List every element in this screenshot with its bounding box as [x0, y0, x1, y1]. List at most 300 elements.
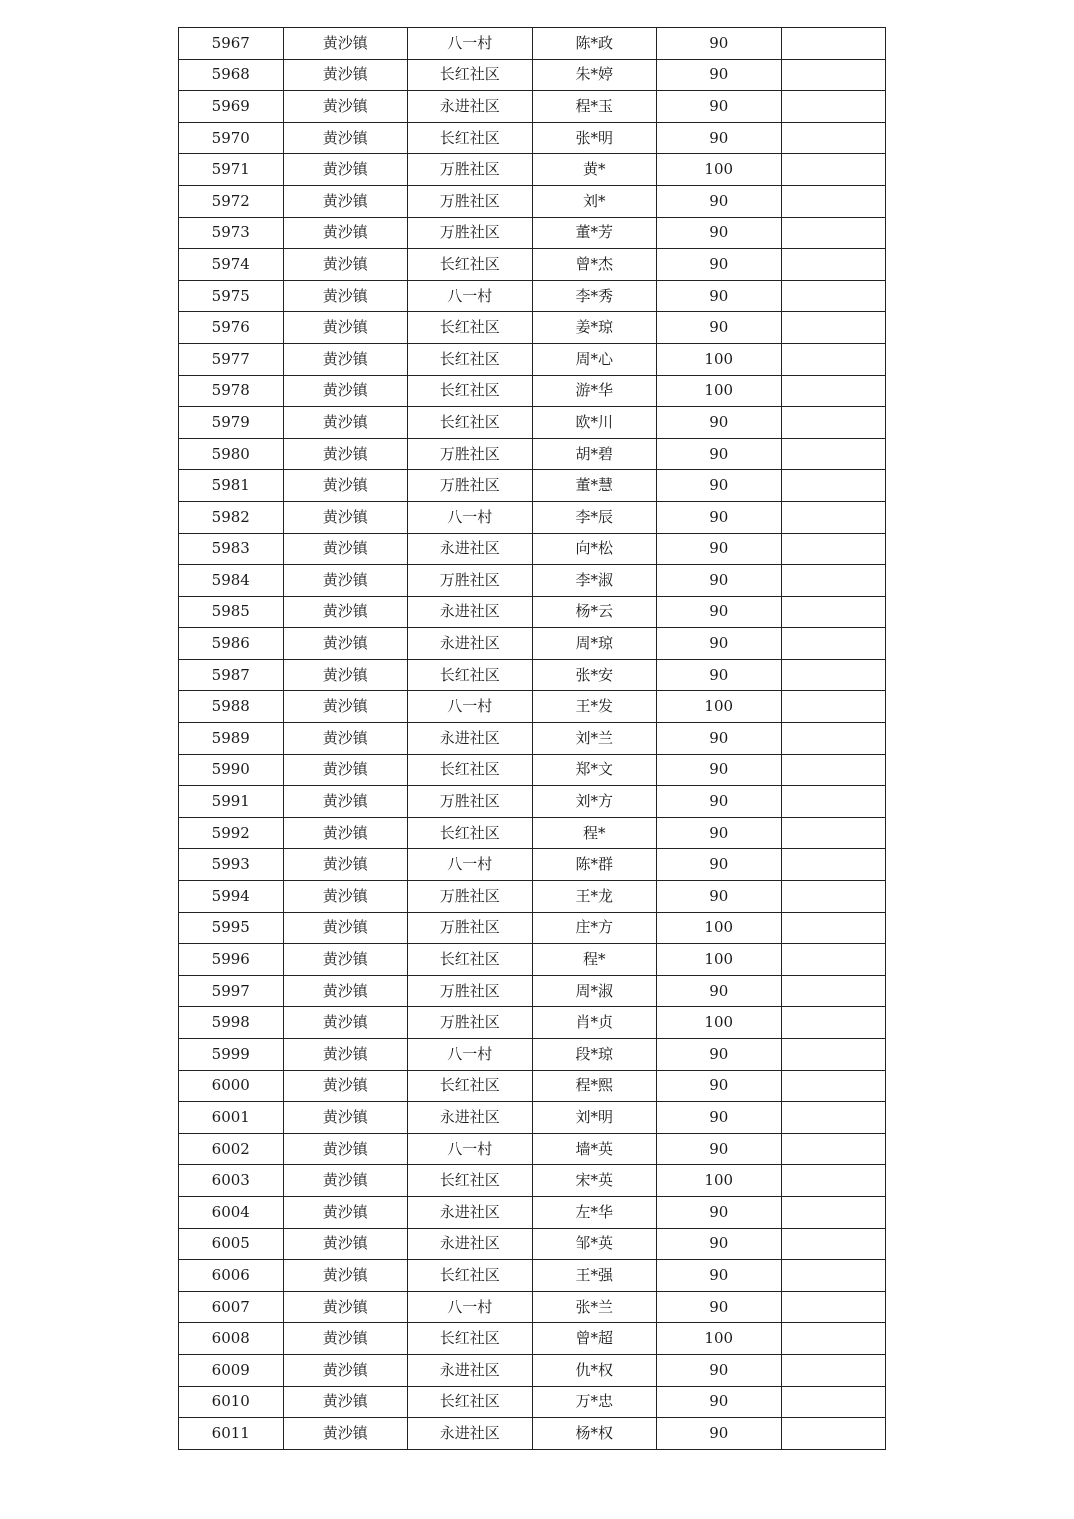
table-row	[179, 375, 886, 407]
remark-cell	[781, 1039, 886, 1071]
remark-cell	[781, 1323, 886, 1355]
serial-number-cell: 5973	[179, 217, 284, 249]
town-cell: 黄沙镇	[283, 1133, 408, 1165]
table-row	[179, 1102, 886, 1134]
amount-cell: 90	[657, 1354, 782, 1386]
village-cell: 长红社区	[408, 343, 533, 375]
serial-number-cell: 5989	[179, 723, 284, 755]
town-cell: 黄沙镇	[283, 343, 408, 375]
name-cell: 程*熙	[532, 1070, 657, 1102]
table-row	[179, 1418, 886, 1450]
table-row	[179, 249, 886, 281]
table-row	[179, 407, 886, 439]
village-cell: 永进社区	[408, 91, 533, 123]
table-row	[179, 91, 886, 123]
remark-cell	[781, 723, 886, 755]
town-cell: 黄沙镇	[283, 501, 408, 533]
town-cell: 黄沙镇	[283, 912, 408, 944]
amount-cell: 90	[657, 565, 782, 597]
table-row	[179, 1070, 886, 1102]
town-cell: 黄沙镇	[283, 659, 408, 691]
remark-cell	[781, 849, 886, 881]
serial-number-cell: 6001	[179, 1102, 284, 1134]
amount-cell: 90	[657, 91, 782, 123]
remark-cell	[781, 154, 886, 186]
table-row	[179, 28, 886, 60]
serial-number-cell: 6003	[179, 1165, 284, 1197]
amount-cell: 90	[657, 438, 782, 470]
name-cell: 周*淑	[532, 975, 657, 1007]
amount-cell: 90	[657, 407, 782, 439]
town-cell: 黄沙镇	[283, 1386, 408, 1418]
village-cell: 长红社区	[408, 59, 533, 91]
village-cell: 万胜社区	[408, 438, 533, 470]
remark-cell	[781, 407, 886, 439]
table-body	[179, 28, 886, 1450]
serial-number-cell: 5984	[179, 565, 284, 597]
name-cell: 陈*政	[532, 28, 657, 60]
amount-cell: 90	[657, 786, 782, 818]
name-cell: 黄*	[532, 154, 657, 186]
amount-cell: 90	[657, 185, 782, 217]
table-row	[179, 754, 886, 786]
table-row	[179, 217, 886, 249]
serial-number-cell: 5974	[179, 249, 284, 281]
village-cell: 长红社区	[408, 375, 533, 407]
name-cell: 曾*杰	[532, 249, 657, 281]
town-cell: 黄沙镇	[283, 1070, 408, 1102]
town-cell: 黄沙镇	[283, 565, 408, 597]
name-cell: 仇*权	[532, 1354, 657, 1386]
serial-number-cell: 6011	[179, 1418, 284, 1450]
remark-cell	[781, 501, 886, 533]
village-cell: 长红社区	[408, 817, 533, 849]
amount-cell: 90	[657, 659, 782, 691]
village-cell: 长红社区	[408, 1260, 533, 1292]
remark-cell	[781, 28, 886, 60]
serial-number-cell: 6005	[179, 1228, 284, 1260]
village-cell: 八一村	[408, 1291, 533, 1323]
remark-cell	[781, 1133, 886, 1165]
table-row	[179, 849, 886, 881]
serial-number-cell: 5972	[179, 185, 284, 217]
town-cell: 黄沙镇	[283, 754, 408, 786]
table-row	[179, 596, 886, 628]
serial-number-cell: 5987	[179, 659, 284, 691]
table-row	[179, 343, 886, 375]
town-cell: 黄沙镇	[283, 975, 408, 1007]
table-row	[179, 1386, 886, 1418]
amount-cell: 90	[657, 596, 782, 628]
amount-cell: 90	[657, 533, 782, 565]
village-cell: 长红社区	[408, 122, 533, 154]
remark-cell	[781, 375, 886, 407]
remark-cell	[781, 59, 886, 91]
village-cell: 长红社区	[408, 312, 533, 344]
town-cell: 黄沙镇	[283, 596, 408, 628]
town-cell: 黄沙镇	[283, 28, 408, 60]
name-cell: 程*	[532, 817, 657, 849]
remark-cell	[781, 817, 886, 849]
serial-number-cell: 5980	[179, 438, 284, 470]
village-cell: 永进社区	[408, 596, 533, 628]
town-cell: 黄沙镇	[283, 1039, 408, 1071]
village-cell: 万胜社区	[408, 881, 533, 913]
table-row	[179, 786, 886, 818]
data-table	[178, 27, 886, 1450]
amount-cell: 100	[657, 912, 782, 944]
town-cell: 黄沙镇	[283, 312, 408, 344]
town-cell: 黄沙镇	[283, 691, 408, 723]
amount-cell: 100	[657, 1165, 782, 1197]
serial-number-cell: 6002	[179, 1133, 284, 1165]
amount-cell: 90	[657, 501, 782, 533]
remark-cell	[781, 1291, 886, 1323]
town-cell: 黄沙镇	[283, 1228, 408, 1260]
town-cell: 黄沙镇	[283, 185, 408, 217]
amount-cell: 90	[657, 975, 782, 1007]
remark-cell	[781, 1102, 886, 1134]
amount-cell: 90	[657, 217, 782, 249]
village-cell: 八一村	[408, 1039, 533, 1071]
village-cell: 长红社区	[408, 944, 533, 976]
village-cell: 万胜社区	[408, 185, 533, 217]
remark-cell	[781, 343, 886, 375]
table-row	[179, 1196, 886, 1228]
name-cell: 肖*贞	[532, 1007, 657, 1039]
name-cell: 杨*权	[532, 1418, 657, 1450]
amount-cell: 90	[657, 723, 782, 755]
name-cell: 庄*方	[532, 912, 657, 944]
amount-cell: 90	[657, 817, 782, 849]
name-cell: 段*琼	[532, 1039, 657, 1071]
name-cell: 刘*兰	[532, 723, 657, 755]
remark-cell	[781, 628, 886, 660]
village-cell: 永进社区	[408, 533, 533, 565]
amount-cell: 90	[657, 1291, 782, 1323]
serial-number-cell: 5992	[179, 817, 284, 849]
name-cell: 董*芳	[532, 217, 657, 249]
town-cell: 黄沙镇	[283, 1007, 408, 1039]
serial-number-cell: 5981	[179, 470, 284, 502]
village-cell: 八一村	[408, 28, 533, 60]
table-row	[179, 1133, 886, 1165]
table-row	[179, 1291, 886, 1323]
remark-cell	[781, 975, 886, 1007]
village-cell: 万胜社区	[408, 565, 533, 597]
town-cell: 黄沙镇	[283, 628, 408, 660]
table-row	[179, 533, 886, 565]
table-row	[179, 438, 886, 470]
village-cell: 长红社区	[408, 1386, 533, 1418]
village-cell: 长红社区	[408, 407, 533, 439]
name-cell: 李*淑	[532, 565, 657, 597]
amount-cell: 90	[657, 1196, 782, 1228]
remark-cell	[781, 91, 886, 123]
amount-cell: 100	[657, 944, 782, 976]
village-cell: 永进社区	[408, 1354, 533, 1386]
town-cell: 黄沙镇	[283, 881, 408, 913]
amount-cell: 90	[657, 754, 782, 786]
town-cell: 黄沙镇	[283, 154, 408, 186]
serial-number-cell: 5991	[179, 786, 284, 818]
remark-cell	[781, 470, 886, 502]
serial-number-cell: 5996	[179, 944, 284, 976]
name-cell: 周*琼	[532, 628, 657, 660]
name-cell: 董*慧	[532, 470, 657, 502]
serial-number-cell: 5971	[179, 154, 284, 186]
remark-cell	[781, 565, 886, 597]
name-cell: 王*龙	[532, 881, 657, 913]
table-row	[179, 312, 886, 344]
village-cell: 永进社区	[408, 1196, 533, 1228]
table-row	[179, 1165, 886, 1197]
amount-cell: 90	[657, 280, 782, 312]
serial-number-cell: 6004	[179, 1196, 284, 1228]
name-cell: 游*华	[532, 375, 657, 407]
serial-number-cell: 5986	[179, 628, 284, 660]
table-row	[179, 280, 886, 312]
village-cell: 永进社区	[408, 723, 533, 755]
remark-cell	[781, 912, 886, 944]
amount-cell: 90	[657, 628, 782, 660]
remark-cell	[781, 1260, 886, 1292]
village-cell: 万胜社区	[408, 1007, 533, 1039]
serial-number-cell: 5994	[179, 881, 284, 913]
name-cell: 向*松	[532, 533, 657, 565]
village-cell: 万胜社区	[408, 154, 533, 186]
serial-number-cell: 5967	[179, 28, 284, 60]
amount-cell: 100	[657, 1323, 782, 1355]
village-cell: 长红社区	[408, 754, 533, 786]
serial-number-cell: 5969	[179, 91, 284, 123]
village-cell: 万胜社区	[408, 470, 533, 502]
table-row	[179, 723, 886, 755]
remark-cell	[781, 122, 886, 154]
serial-number-cell: 6007	[179, 1291, 284, 1323]
village-cell: 八一村	[408, 691, 533, 723]
village-cell: 八一村	[408, 1133, 533, 1165]
amount-cell: 90	[657, 1260, 782, 1292]
town-cell: 黄沙镇	[283, 1323, 408, 1355]
town-cell: 黄沙镇	[283, 849, 408, 881]
amount-cell: 90	[657, 849, 782, 881]
amount-cell: 90	[657, 249, 782, 281]
serial-number-cell: 5988	[179, 691, 284, 723]
town-cell: 黄沙镇	[283, 217, 408, 249]
remark-cell	[781, 1386, 886, 1418]
amount-cell: 90	[657, 122, 782, 154]
amount-cell: 100	[657, 375, 782, 407]
name-cell: 李*秀	[532, 280, 657, 312]
table-row	[179, 501, 886, 533]
village-cell: 长红社区	[408, 249, 533, 281]
village-cell: 长红社区	[408, 1323, 533, 1355]
amount-cell: 90	[657, 312, 782, 344]
amount-cell: 90	[657, 1070, 782, 1102]
village-cell: 八一村	[408, 849, 533, 881]
serial-number-cell: 5993	[179, 849, 284, 881]
village-cell: 长红社区	[408, 1070, 533, 1102]
amount-cell: 90	[657, 470, 782, 502]
remark-cell	[781, 754, 886, 786]
name-cell: 周*心	[532, 343, 657, 375]
name-cell: 胡*碧	[532, 438, 657, 470]
amount-cell: 100	[657, 1007, 782, 1039]
amount-cell: 90	[657, 59, 782, 91]
remark-cell	[781, 1418, 886, 1450]
town-cell: 黄沙镇	[283, 1354, 408, 1386]
table-row	[179, 944, 886, 976]
table-row	[179, 691, 886, 723]
town-cell: 黄沙镇	[283, 1196, 408, 1228]
town-cell: 黄沙镇	[283, 407, 408, 439]
remark-cell	[781, 280, 886, 312]
remark-cell	[781, 596, 886, 628]
serial-number-cell: 6009	[179, 1354, 284, 1386]
village-cell: 万胜社区	[408, 217, 533, 249]
village-cell: 万胜社区	[408, 975, 533, 1007]
name-cell: 程*玉	[532, 91, 657, 123]
town-cell: 黄沙镇	[283, 122, 408, 154]
name-cell: 曾*超	[532, 1323, 657, 1355]
table-row	[179, 1007, 886, 1039]
table-row	[179, 565, 886, 597]
village-cell: 永进社区	[408, 1418, 533, 1450]
table-row	[179, 1039, 886, 1071]
serial-number-cell: 5982	[179, 501, 284, 533]
village-cell: 永进社区	[408, 628, 533, 660]
serial-number-cell: 6008	[179, 1323, 284, 1355]
serial-number-cell: 5968	[179, 59, 284, 91]
town-cell: 黄沙镇	[283, 438, 408, 470]
name-cell: 刘*	[532, 185, 657, 217]
remark-cell	[781, 659, 886, 691]
town-cell: 黄沙镇	[283, 723, 408, 755]
serial-number-cell: 5977	[179, 343, 284, 375]
table-row	[179, 1228, 886, 1260]
remark-cell	[781, 881, 886, 913]
village-cell: 永进社区	[408, 1228, 533, 1260]
amount-cell: 90	[657, 1228, 782, 1260]
amount-cell: 100	[657, 154, 782, 186]
name-cell: 刘*明	[532, 1102, 657, 1134]
amount-cell: 90	[657, 881, 782, 913]
amount-cell: 90	[657, 1133, 782, 1165]
name-cell: 刘*方	[532, 786, 657, 818]
serial-number-cell: 5976	[179, 312, 284, 344]
table-row	[179, 975, 886, 1007]
town-cell: 黄沙镇	[283, 533, 408, 565]
remark-cell	[781, 185, 886, 217]
name-cell: 左*华	[532, 1196, 657, 1228]
town-cell: 黄沙镇	[283, 375, 408, 407]
table-row	[179, 1354, 886, 1386]
name-cell: 陈*群	[532, 849, 657, 881]
table-row	[179, 659, 886, 691]
table-row	[179, 185, 886, 217]
name-cell: 姜*琼	[532, 312, 657, 344]
name-cell: 邹*英	[532, 1228, 657, 1260]
remark-cell	[781, 1354, 886, 1386]
remark-cell	[781, 438, 886, 470]
village-cell: 长红社区	[408, 1165, 533, 1197]
name-cell: 程*	[532, 944, 657, 976]
serial-number-cell: 5999	[179, 1039, 284, 1071]
serial-number-cell: 5975	[179, 280, 284, 312]
table-row	[179, 881, 886, 913]
remark-cell	[781, 1196, 886, 1228]
name-cell: 王*发	[532, 691, 657, 723]
village-cell: 永进社区	[408, 1102, 533, 1134]
name-cell: 王*强	[532, 1260, 657, 1292]
amount-cell: 90	[657, 1386, 782, 1418]
serial-number-cell: 5979	[179, 407, 284, 439]
name-cell: 杨*云	[532, 596, 657, 628]
table-row	[179, 470, 886, 502]
town-cell: 黄沙镇	[283, 1102, 408, 1134]
village-cell: 万胜社区	[408, 786, 533, 818]
town-cell: 黄沙镇	[283, 944, 408, 976]
name-cell: 李*辰	[532, 501, 657, 533]
table-row	[179, 817, 886, 849]
remark-cell	[781, 312, 886, 344]
name-cell: 墙*英	[532, 1133, 657, 1165]
town-cell: 黄沙镇	[283, 1260, 408, 1292]
remark-cell	[781, 1007, 886, 1039]
village-cell: 万胜社区	[408, 912, 533, 944]
village-cell: 八一村	[408, 280, 533, 312]
serial-number-cell: 5970	[179, 122, 284, 154]
amount-cell: 90	[657, 1418, 782, 1450]
serial-number-cell: 5983	[179, 533, 284, 565]
village-cell: 长红社区	[408, 659, 533, 691]
town-cell: 黄沙镇	[283, 786, 408, 818]
name-cell: 张*兰	[532, 1291, 657, 1323]
remark-cell	[781, 786, 886, 818]
name-cell: 张*明	[532, 122, 657, 154]
table-row	[179, 59, 886, 91]
table-row	[179, 912, 886, 944]
serial-number-cell: 5997	[179, 975, 284, 1007]
name-cell: 朱*婷	[532, 59, 657, 91]
remark-cell	[781, 1228, 886, 1260]
village-cell: 八一村	[408, 501, 533, 533]
town-cell: 黄沙镇	[283, 91, 408, 123]
name-cell: 宋*英	[532, 1165, 657, 1197]
amount-cell: 90	[657, 1039, 782, 1071]
table-row	[179, 122, 886, 154]
amount-cell: 100	[657, 343, 782, 375]
remark-cell	[781, 217, 886, 249]
serial-number-cell: 6010	[179, 1386, 284, 1418]
name-cell: 万*忠	[532, 1386, 657, 1418]
town-cell: 黄沙镇	[283, 1418, 408, 1450]
town-cell: 黄沙镇	[283, 1291, 408, 1323]
serial-number-cell: 6006	[179, 1260, 284, 1292]
town-cell: 黄沙镇	[283, 1165, 408, 1197]
serial-number-cell: 5978	[179, 375, 284, 407]
remark-cell	[781, 691, 886, 723]
town-cell: 黄沙镇	[283, 249, 408, 281]
town-cell: 黄沙镇	[283, 280, 408, 312]
serial-number-cell: 6000	[179, 1070, 284, 1102]
amount-cell: 100	[657, 691, 782, 723]
remark-cell	[781, 533, 886, 565]
amount-cell: 90	[657, 1102, 782, 1134]
table-row	[179, 154, 886, 186]
serial-number-cell: 5985	[179, 596, 284, 628]
